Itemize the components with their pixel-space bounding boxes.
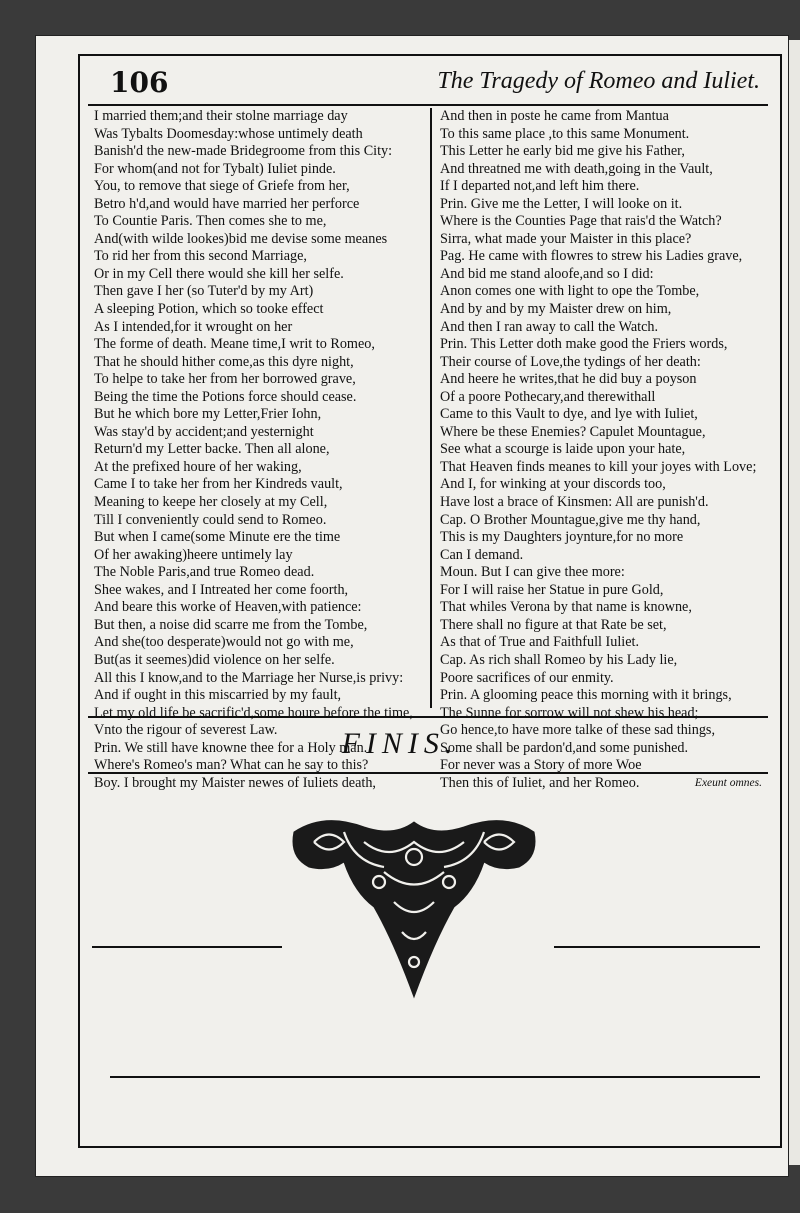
text-line: Cap. O Brother Mountague,give me thy hand,: [440, 511, 701, 528]
text-line: And threatned me with death,going in the Vault,: [440, 160, 713, 177]
text-line: To this same place ,to this same Monument.: [440, 125, 690, 142]
text-line: And if ought in this miscarried by my fault,: [94, 687, 342, 704]
text-line: To Countie Paris. Then comes she to me,: [94, 213, 327, 230]
text-line: Prin. A glooming peace this morning with it brings,: [440, 687, 732, 704]
text-line: The forme of death. Meane time,I writ to Romeo,: [94, 336, 375, 353]
text-line: Betro h'd,and would have married her perforce: [94, 195, 360, 212]
ornament-left-rule: [92, 946, 282, 948]
text-line: Pag. He came with flowres to strew his Ladies grave,: [440, 248, 743, 265]
text-line: And then I ran away to call the Watch.: [440, 318, 659, 335]
text-line: Was stay'd by accident;and yesternight: [94, 423, 314, 440]
text-line: Where be these Enemies? Capulet Mountague,: [440, 423, 706, 440]
text-line: But when I came(some Minute ere the time: [94, 529, 341, 546]
text-line: I married them;and their stolne marriage day: [94, 108, 348, 124]
text-line: A sleeping Potion, which so tooke effect: [94, 301, 324, 318]
text-line: Prin. This Letter doth make good the Friers words,: [440, 336, 728, 353]
printers-ornament: [284, 812, 544, 1002]
text-line: And she(too desperate)would not go with me,: [94, 634, 354, 651]
ornament-right-rule: [554, 946, 760, 948]
text-line: Have lost a brace of Kinsmen: All are punish'd.: [440, 494, 709, 511]
right-text-column: [440, 108, 762, 792]
text-line: See what a scourge is laide upon your hate,: [440, 441, 686, 458]
text-line: Prin. Give me the Letter, I will looke on it.: [440, 195, 683, 212]
text-line: Meaning to keepe her closely at my Cell,: [94, 494, 328, 511]
column-divider: [430, 108, 432, 708]
text-line: Anon comes one with light to ope the Tombe,: [440, 283, 700, 300]
text-line: Came I to take her from her Kindreds vault,: [94, 476, 343, 493]
text-line: Let my old life be sacrific'd,some houre before the time,: [94, 704, 413, 721]
text-line: And(with wilde lookes)bid me devise some meanes: [94, 230, 388, 247]
text-line: That Heaven finds meanes to kill your joyes with Love;: [440, 458, 757, 475]
text-line: Their course of Love,the tydings of her death:: [440, 353, 701, 370]
header-rule: [88, 104, 768, 106]
text-line: Vnto the rigour of severest Law.: [94, 722, 278, 739]
bottom-rule: [110, 1076, 760, 1078]
text-line: And beare this worke of Heaven,with patience:: [94, 599, 362, 616]
text-line: Sirra, what made your Maister in this place?: [440, 230, 692, 247]
text-line: To rid her from this second Marriage,: [94, 248, 307, 265]
text-line: Can I demand.: [440, 546, 524, 563]
text-line: At the prefixed houre of her waking,: [94, 458, 302, 475]
text-line: But(as it seemes)did violence on her selfe.: [94, 651, 335, 668]
text-line: Or in my Cell there would she kill her selfe.: [94, 265, 344, 282]
text-line: That whiles Verona by that name is knowne,: [440, 599, 692, 616]
text-line: Till I conveniently could send to Romeo.: [94, 511, 327, 528]
text-line: Was Tybalts Doomesday:whose untimely death: [94, 125, 363, 142]
text-line: Of her awaking)heere untimely lay: [94, 546, 293, 563]
text-line: The Sunne for sorrow will not shew his head;: [440, 704, 699, 721]
page-number: 106: [110, 66, 169, 99]
text-line: This Letter he early bid me give his Father,: [440, 143, 685, 160]
text-line: And by and by my Maister drew on him,: [440, 301, 672, 318]
text-line: For I will raise her Statue in pure Gold,: [440, 581, 664, 598]
text-line: Return'd my Letter backe. Then all alone,: [94, 441, 330, 458]
text-line: But then, a noise did scarre me from the Tombe,: [94, 616, 368, 633]
text-line: Some shall be pardon'd,and some punished.: [440, 739, 689, 756]
running-title: The Tragedy of Romeo and Iuliet.: [437, 68, 760, 94]
text-line: Of a poore Pothecary,and therewithall: [440, 388, 656, 405]
text-line: But he which bore my Letter,Frier Iohn,: [94, 406, 322, 423]
text-line: Cap. As rich shall Romeo by his Lady lie,: [440, 651, 678, 668]
text-line: As that of True and Faithfull Iuliet.: [440, 634, 640, 651]
text-line: For whom(and not for Tybalt) Iuliet pinde.: [94, 160, 336, 177]
text-line: Shee wakes, and I Intreated her come foorth,: [94, 581, 349, 598]
text-line: Came to this Vault to dye, and lye with Iuliet,: [440, 406, 698, 423]
text-line: For never was a Story of more Woe: [440, 757, 642, 774]
text-line: And heere he writes,that he did buy a poyson: [440, 371, 697, 388]
text-line: Boy. I brought my Maister newes of Iuliets death,: [94, 774, 376, 791]
page-header: [90, 64, 770, 100]
text-line: You, to remove that siege of Griefe from her,: [94, 178, 350, 195]
text-line: Poore sacrifices of our enmity.: [440, 669, 614, 686]
text-line: If I departed not,and left him there.: [440, 178, 640, 195]
text-line: Then gave I her (so Tuter'd by my Art): [94, 283, 314, 300]
text-line: Prin. We still have knowne thee for a Holy man.: [94, 739, 368, 756]
text-line: Where is the Counties Page that rais'd the Watch?: [440, 213, 722, 230]
text-line: Moun. But I can give thee more:: [440, 564, 625, 581]
text-line: And I, for winking at your discords too,: [440, 476, 666, 493]
text-line: Banish'd the new-made Bridegroome from this City:: [94, 143, 393, 160]
finis-heading: FINIS.: [341, 727, 459, 760]
text-line: Being the time the Potions force should cease.: [94, 388, 357, 405]
text-line: That he should hither come,as this dyre night,: [94, 353, 354, 370]
text-line: As I intended,for it wrought on her: [94, 318, 293, 335]
exeunt-direction: Exeunt omnes.: [694, 776, 762, 789]
text-line: Go hence,to have more talke of these sad things,: [440, 722, 715, 739]
text-line: There shall no figure at that Rate be set,: [440, 616, 667, 633]
text-line: To helpe to take her from her borrowed grave,: [94, 371, 356, 388]
text-line: The Noble Paris,and true Romeo dead.: [94, 564, 315, 581]
text-line: And bid me stand aloofe,and so I did:: [440, 265, 654, 282]
text-line: All this I know,and to the Marriage her Nurse,is privy:: [94, 669, 404, 686]
text-line: Where's Romeo's man? What can he say to this?: [94, 757, 369, 774]
text-line: This is my Daughters joynture,for no more: [440, 529, 684, 546]
text-line: And then in poste he came from Mantua: [440, 108, 669, 124]
left-text-column: [94, 108, 413, 792]
text-line: Then this of Iuliet, and her Romeo. Exeunt omnes.: [440, 774, 762, 791]
